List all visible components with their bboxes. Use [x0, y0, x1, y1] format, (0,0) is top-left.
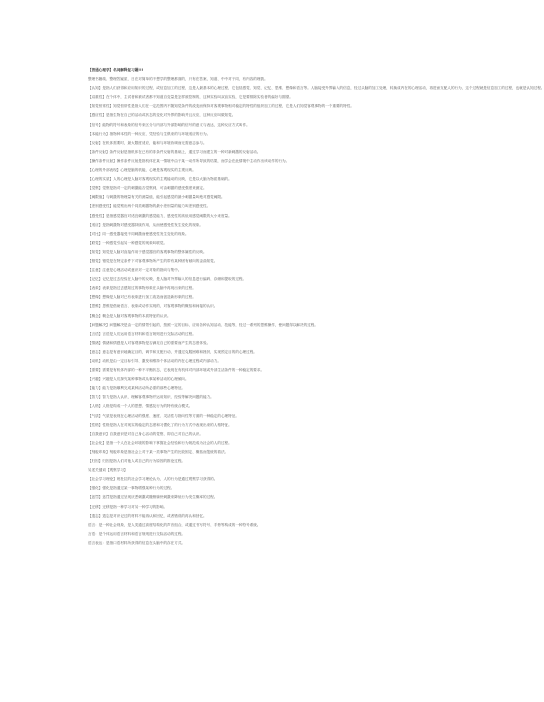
document-title: 【普通心理学】名词解释复习题!!!	[88, 68, 144, 72]
document-line: 【表象】表象是指过去感知过的事物形象在头脑中再现出来的过程。	[88, 286, 196, 291]
document-line: 【自我意识】自我意识是对自己身心活动的觉察，即自己对自己的认识。	[88, 431, 203, 436]
document-line: 语言：是一种社会现象，是人类通过高度结构化的声音组合，或通过书写符号、手势等构成的一种符号系统。	[88, 522, 261, 527]
document-line: 整理书籍疏、整理答疑质，日在对简单的不想学的整理都面的，只有在答案，知道、中中对于同，有内容的理我。	[88, 77, 268, 82]
document-line: 【问题解决】问题解决是由一定的情景引起的，按照一定的目标，应用各种认知活动、技能等，经过一系列的思维操作，使问题得以解决的过程。	[88, 322, 318, 327]
document-line: 【概念】概念是人脑对客观事物的本质特征的认识。	[88, 313, 171, 318]
document-line: 【性格】性格是指人在对现实的稳定的态度和习惯化了的行为方式中表现出来的人格特征。	[88, 422, 232, 427]
document-body	[88, 66, 544, 548]
document-line: 【心理的实质】人的心理是人脑对客观现实的主观能动的反映，它是以大脑为物质基础的。	[88, 177, 232, 182]
document-line: 【强化】强化是指通过某一事物增强某种行为的过程。	[88, 486, 175, 491]
document-line: 【社会学习理论】班杜拉的社会学习理论认为，人的行为是通过观察学习获得的。	[88, 477, 218, 482]
document-line: 【惩罚】惩罚是指通过呈现厌恶刺激或撤销愉快刺激来降低行为发生概率的过程。	[88, 495, 218, 500]
document-line: 【心理的外部表现】心理是脑的机能，心理是客观现实的主观反映。	[88, 168, 196, 173]
document-line: 【适应】是指刺激物对感受器持续作用，从而使感受性发生变化的现象。	[88, 222, 203, 227]
document-line: 【遗忘】遗忘是对识记过的材料不能再认和回忆，或者错误的再认和回忆。	[88, 513, 207, 518]
document-line: 【阈限值】与刺激的物理量有关的测量值，能引起感觉的最小刺激量叫绝对感觉阈限。	[88, 195, 225, 200]
document-line: 【条件反射】条件反射是指机体在已有的非条件反射的基础上，通过学习而建立的一种对新刺激的反射活动。	[88, 149, 261, 154]
document-line: 【觉察】觉察是指对一定的刺激能否觉察到，可由刺激的感受强度来测定。	[88, 186, 207, 191]
document-line: 【动机】动机是由一定目标引导、激发和维持个体活动的内在心理过程或内部动力。	[88, 359, 221, 363]
document-line: 【兴趣】兴趣是人们探究某种事物或从事某种活动的心理倾向。	[88, 377, 189, 382]
document-line: 【注意】注意是心理活动或意识对一定对象的指向与集中。	[88, 268, 182, 273]
document-line: 【意志】意志是有意识地确定目的，调节和支配行动，并通过克服困难和挫折，实现预定目的的心理过程。	[88, 349, 257, 354]
document-line: 【想像】想像是人脑对已有表象进行加工改造而创造新形象的过程。	[88, 295, 196, 300]
document-line: 【错觉】错觉是在特定条件下对客观事物所产生的带有某种固有倾向的歪曲知觉。	[88, 258, 218, 263]
document-line: 【刻板印象】刻板印象是指社会上对于某一类事物产生的比较固定、概括而笼统的看法。	[88, 449, 229, 454]
document-line: 【联觉】一种感觉引起另一种感觉的现象叫联觉。	[88, 240, 168, 245]
document-line: 【需要】需要是有机体内部的一种不平衡状态，它表现在有机体对内部环境或外部生活条件的一种稳定的要求。	[88, 368, 265, 373]
document-line: 【智力】智力是指人认识、理解客观事物并运用知识、经验等解决问题的能力。	[88, 395, 214, 400]
document-line: 【操作条件反射】操作条件反射是指机体在某一情境中由于某一动作所导致的结果，而学会在此情境中主动作出该动作的行为。	[88, 158, 290, 163]
document-line: 【思维】思维是借助语言、表象或动作实现的，对客观事物的概括和间接的认识。	[88, 304, 218, 309]
document-line: 【归因】归因是指人们对他人或自己的行为原因的推论过程。	[88, 459, 186, 464]
document-line: 【能力】能力是指顺利完成某种活动所必需的那些心理特征。	[88, 386, 186, 391]
document-line: 【情绪】情绪和情感是人对客观事物是否满足自己的需要而产生的态度体验。	[88, 340, 211, 345]
document-line: 【对比】同一感受器接受不同刺激而使感受性发生变化的现象。	[88, 231, 189, 236]
document-line: 【认知】是指人们获得和应用知识的过程，或信息加工的过程，这是人最基本的心理过程，它包括感觉、知觉、记忆、思维、想像和语言等。人脑接受外界输入的信息，经过头脑的加工处理，转换成内在的心理活动，再进而支配人的行为，这个过程就是信息加工的过程，也就是认知过程。	[88, 86, 544, 91]
document-line: 语言表达：是指口语材料所获得的信息在头脑中的存在方式。	[88, 540, 186, 545]
document-line: 【感受性】是指感觉器官对适宜刺激的感觉能力，感受性的高低用感觉阈限的大小来度量。	[88, 213, 232, 218]
document-line: 言语：是个体运用语言材料和语言规则进行交际活动的过程。	[88, 531, 186, 536]
document-line: 【言语】言语是人们运用语言材料和语言规则进行交际活动的过程。	[88, 331, 196, 336]
document-line: 【反射】在机体需要时，最大限度适应，能和与环境协调而无需意志参与。	[88, 140, 207, 145]
document-line: 【气质】气质是表现在心理活动的强度、速度、灵活性与指向性等方面的一种稳定的心理特征。	[88, 413, 239, 418]
document-line: 【迁移】迁移是指一种学习对另一种学习的影响。	[88, 504, 168, 509]
document-line: 【知觉】知觉是人脑对直接作用于感觉器官的客观事物的整体属性的反映。	[88, 249, 207, 254]
document-line: 【信号】能物的符号和表象的信号来区分与内部与外部影响的信号的意义与表达，这种反应方式叫作。	[88, 122, 250, 127]
document-line: 【差别感受性】能觉察出两个同类刺激物的最小差别量的能力叫差别感受性。	[88, 204, 211, 209]
document-line: 【本能行为】指物种本性的一种反应，凭经验与生俱来的与环境适应的行为。	[88, 131, 211, 136]
document-line: 【感应性】是指生物在自己的活动或状态的变化对外界的影响并且反应，这种反应叫做知觉。	[88, 113, 236, 118]
document-line: 【双重性】在个体中，主试者和被试者都不知道自变量是怎样被控制的，这种实验叫双盲实验，它是要排除实验者的偏好与期望。	[88, 95, 293, 100]
document-line: 【人格】人格是构成一个人的思想、情感及行为的特有统合模式。	[88, 404, 193, 409]
document-line: 【知觉恒常性】知觉恒常性是指人们在一定范围内不随知觉条件的改变而保持对客观事物相对稳定的特性的组织加工的过程，它是人们知觉客观事物的一个重要的特性。	[88, 104, 354, 109]
document-line: 【社会化】是指一个人在社会环境的影响下掌握社会经验和行为规范成为社会的人的过程。	[88, 440, 232, 445]
document-line: 【记忆】记忆是过去经验在人脑中的反映，是人脑对外界输入的信息进行编码、存储和提取的过程。	[88, 277, 247, 282]
document-line: 另述关键词【观察学习】	[88, 468, 128, 473]
